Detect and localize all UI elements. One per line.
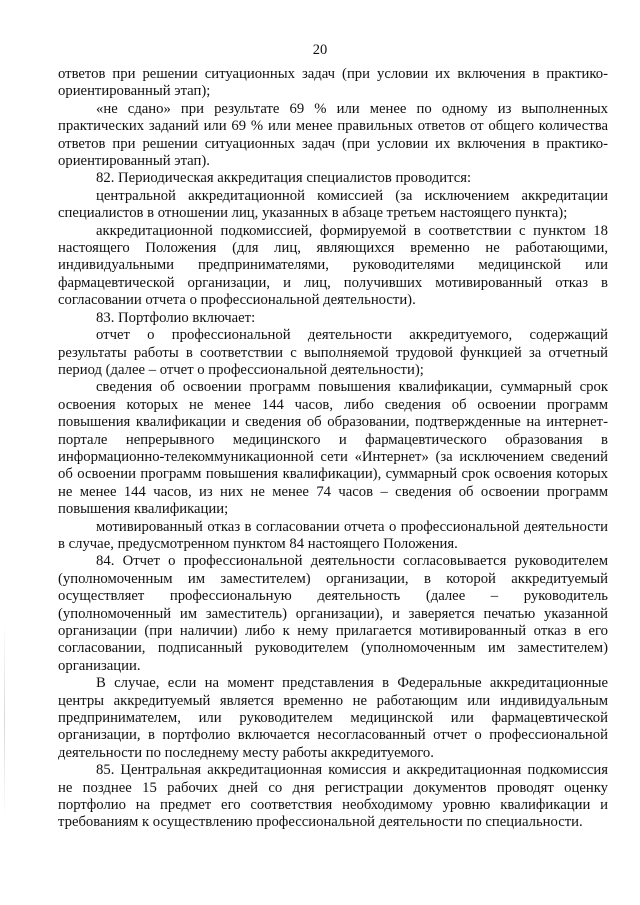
paragraph-82-central-commission: центральной аккредитационной комиссией (за исключением аккредитации специалистов в отношении лиц, указанных в абзаце третьем настоящего пункта);: [58, 187, 608, 222]
scan-edge-line: [4, 620, 5, 820]
document-body: [58, 66, 608, 832]
paragraph-82-subcommission: аккредитационной подкомиссией, формируемой в соответствии с пунктом 18 настоящего Положения (для лиц, являющихся временно не работающими, индивидуальными предпринимателями, руководителями медицинской или фармацевтической организации, и лиц, получивших мотивированный отказ в согласовании отчета о профессиональной деятельности).: [58, 222, 608, 309]
paragraph-83-heading: 83. Портфолио включает:: [96, 309, 256, 326]
paragraph-not-passed: «не сдано» при результате 69 % или менее по одному из выполненных практических заданий или 69 % или менее правильных ответов от общего количества ответов при решении ситуационных задач (при условии их включения в практико-ориентированный этап).: [58, 100, 608, 170]
paragraph-83-training-info: сведения об освоении программ повышения квалификации, суммарный срок освоения которых не менее 144 часов, либо сведения об освоении программ повышения квалификации и сведения об образовании, подтвержденные на интернет-портале непрерывного медицинского и фармацевтического образования в информационно-телекоммуникационной сети «Интернет» (за исключением сведений об освоении программ повышения квалификации), суммарный срок освоения которых не менее 144 часов, из них не менее 74 часов – сведения об освоении программ повышения квалификации;: [58, 379, 608, 518]
paragraph-continuation: ответов при решении ситуационных задач (при условии их включения в практико-ориентированный этап);: [58, 66, 608, 100]
paragraph-84: 84. Отчет о профессиональной деятельности согласовывается руководителем (уполномоченным им заместителем) организации, в которой аккредитуемый осуществляет профессиональную деятельность (далее – руководитель (уполномоченный им заместитель) организации), и заверяется печатью указанной организации (при наличии) либо к нему прилагается мотивированный отказ в его согласовании, подписанный руководителем (уполномоченным им заместителем) организации.: [58, 553, 608, 674]
page-number: 20: [312, 42, 328, 58]
paragraph-82-heading: 82. Периодическая аккредитация специалистов проводится:: [96, 170, 472, 187]
paragraph-85: 85. Центральная аккредитационная комиссия и аккредитационная подкомиссия не позднее 15 рабочих дней со дня регистрации документов проводят оценку портфолио на предмет его соответствия необходимому уровню квалификации и требованиям к осуществлению профессиональной деятельности по специальности.: [58, 762, 608, 831]
paragraph-83-refusal: мотивированный отказ в согласовании отчета о профессиональной деятельности в случае, предусмотренном пунктом 84 настоящего Положения.: [58, 518, 608, 552]
paragraph-83-report: отчет о профессиональной деятельности аккредитуемого, содержащий результаты работы в соответствии с выполняемой трудовой функцией за отчетный период (далее – отчет о профессиональной деятельности);: [58, 327, 608, 378]
paragraph-84-case: В случае, если на момент представления в Федеральные аккредитационные центры аккредитуемый является временно не работающим или индивидуальным предпринимателем, или руководителем медицинской или фармацевтической организации, в портфолио включается несогласованный отчет о профессиональной деятельности по последнему месту работы аккредитуемого.: [58, 675, 608, 761]
